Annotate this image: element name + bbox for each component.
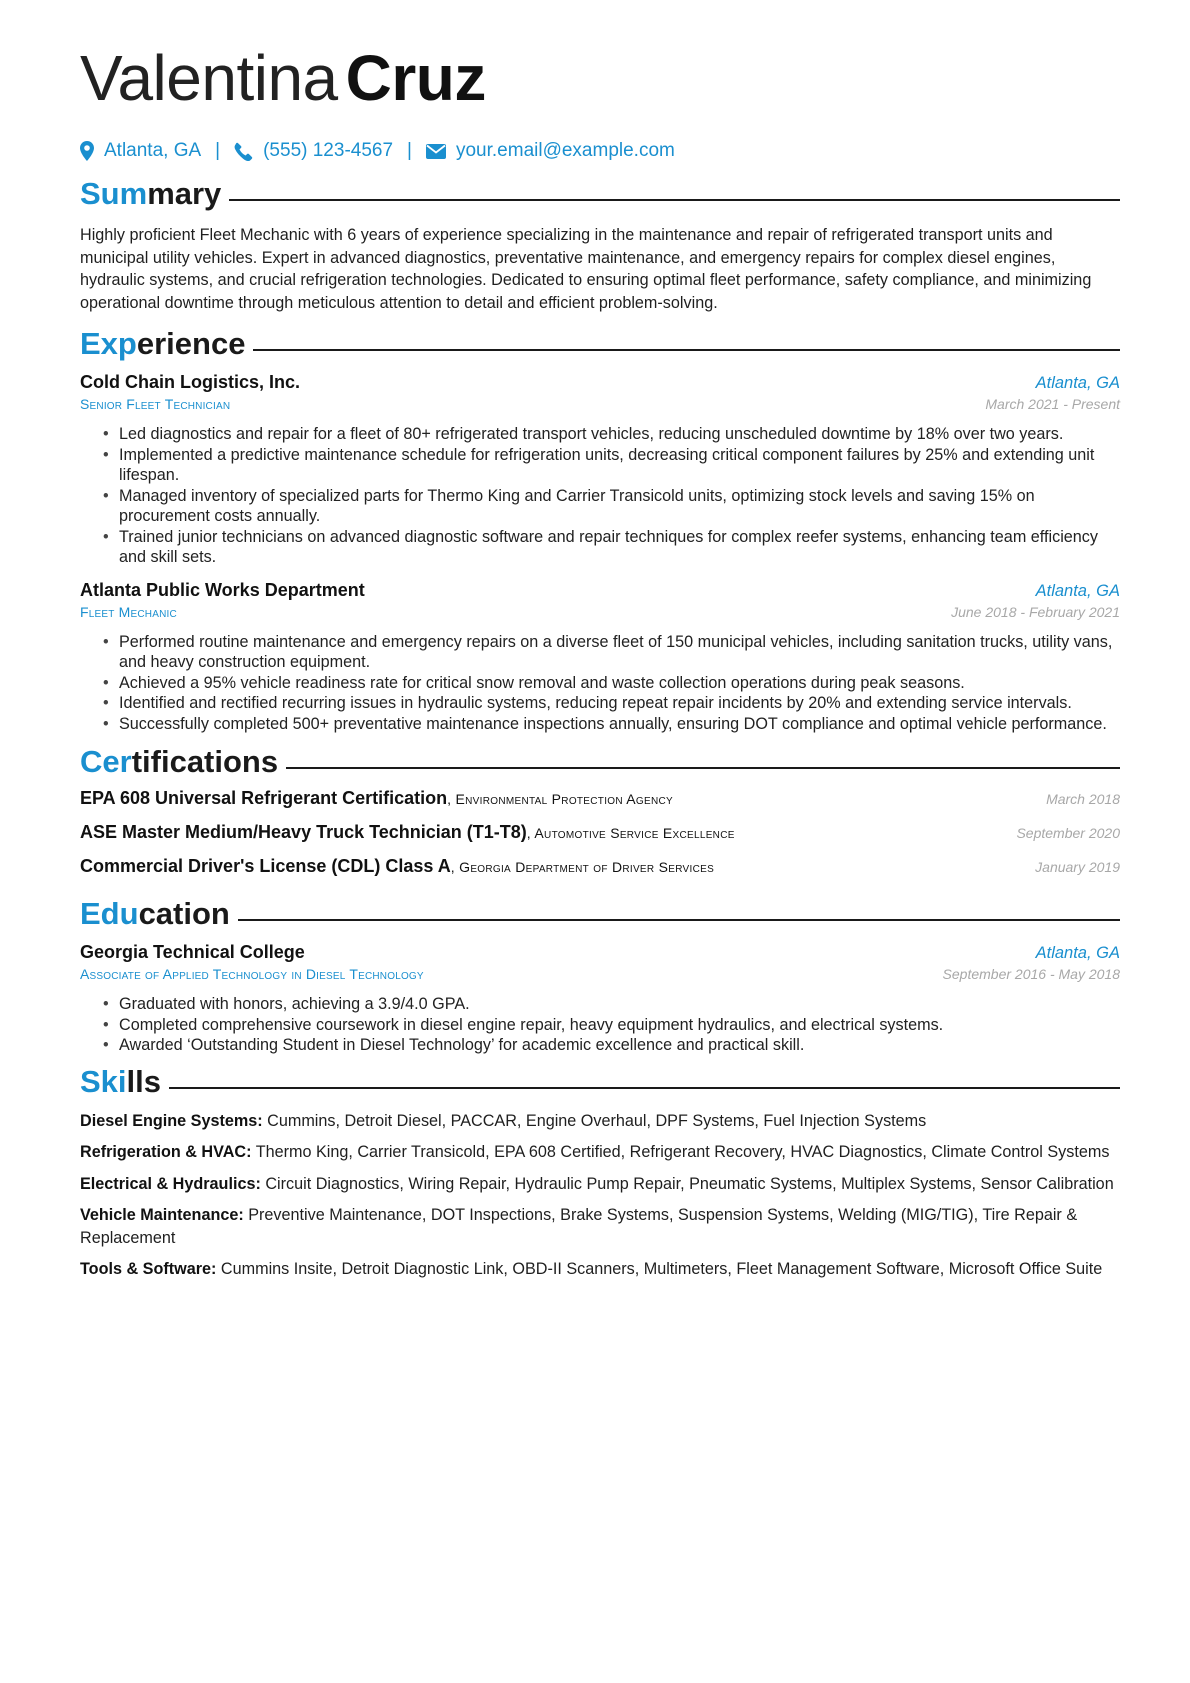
list-item: • Managed inventory of specialized parts for Thermo King and Carrier Transicold units, optimizing stock levels and saving 15% on procurement costs annually.	[80, 486, 1120, 527]
list-item: • Successfully completed 500+ preventative maintenance inspections annually, ensuring DOT compliance and optimal vehicle performance.	[80, 714, 1120, 735]
education-heading	[80, 894, 1120, 934]
contact-separator: |	[407, 140, 412, 161]
certification-issuer: Automotive Service Excellence	[534, 825, 735, 841]
certification-item: Commercial Driver's License (CDL) Class A, Georgia Department of Driver Services January 2019	[80, 856, 1120, 876]
last-name: Cruz	[345, 42, 486, 114]
heading-accent: Sum	[80, 176, 148, 211]
first-name: Valentina	[80, 42, 338, 114]
degree-title: Associate of Applied Technology in Diesel Technology	[80, 966, 424, 982]
job-bullets	[80, 424, 1120, 568]
list-item: • Completed comprehensive coursework in diesel engine repair, heavy equipment hydraulics, and electrical systems.	[80, 1015, 1120, 1036]
skill-row	[80, 1258, 1120, 1281]
skill-row	[80, 1141, 1120, 1164]
summary-heading	[80, 174, 1120, 214]
email-link[interactable]: your.email@example.com	[455, 140, 675, 161]
list-item: • Achieved a 95% vehicle readiness rate for critical snow removal and waste collection operations during peak seasons.	[80, 673, 1120, 694]
candidate-name	[80, 40, 1120, 116]
list-item: • Identified and rectified recurring issues in hydraulic systems, reducing repeat repair incidents by 20% and extending service intervals.	[80, 693, 1120, 714]
contact-separator: |	[215, 140, 221, 161]
job-entry	[80, 580, 1120, 735]
skill-label: Diesel Engine Systems:	[80, 1111, 263, 1130]
skill-values: Circuit Diagnostics, Wiring Repair, Hydraulic Pump Repair, Pneumatic Systems, Multiplex Systems, Sensor Calibration	[265, 1174, 1114, 1193]
education-entry	[80, 942, 1120, 1056]
heading-rest: erience	[136, 326, 246, 361]
skill-label: Electrical & Hydraulics:	[80, 1174, 261, 1193]
list-item: • Graduated with honors, achieving a 3.9/4.0 GPA.	[80, 994, 1120, 1015]
skill-row	[80, 1204, 1120, 1249]
heading-rest: mary	[147, 176, 222, 211]
heading-rest: cation	[138, 896, 230, 931]
job-title: Senior Fleet Technician	[80, 396, 231, 412]
list-item: • Implemented a predictive maintenance schedule for refrigeration units, decreasing critical component failures by 25% and extending unit lifespan.	[80, 445, 1120, 486]
job-title: Fleet Mechanic	[80, 603, 177, 620]
skills-list	[80, 1110, 1120, 1281]
contact-location	[80, 140, 201, 162]
certification-date: March 2018	[1046, 791, 1120, 807]
heading-rule	[238, 919, 1120, 921]
heading-rest: lls	[126, 1063, 161, 1099]
phone-icon	[234, 142, 253, 161]
job-location: Atlanta, GA	[1035, 581, 1120, 600]
skill-label: Vehicle Maintenance:	[80, 1206, 244, 1224]
company-name: Atlanta Public Works Department	[80, 579, 365, 600]
list-item: • Awarded ‘Outstanding Student in Diesel Technology’ for academic excellence and practical skill.	[80, 1035, 1120, 1056]
skill-values: Thermo King, Carrier Transicold, EPA 608 Certified, Refrigerant Recovery, HVAC Diagnostics, Climate Control Systems	[255, 1143, 1110, 1161]
skill-row	[80, 1110, 1120, 1133]
certification-date: September 2020	[1016, 825, 1120, 841]
list-item: • Trained junior technicians on advanced diagnostic software and repair techniques for complex reefer systems, enhancing team efficiency and skill sets.	[80, 527, 1120, 568]
summary-text: Highly proficient Fleet Mechanic with 6 years of experience specializing in the maintenance and repair of refrigerated transport units and municipal utility vehicles. Expert in advanced diagnostics, preventative maintenance, and emergency repairs for complex diesel engines, hydraulic systems, and crucial refrigeration technologies. Dedicated to ensuring optimal fleet performance, safety compliance, and minimizing operational downtime through meticulous attention to detail and efficient problem-solving.	[80, 226, 1092, 312]
heading-rest: tifications	[131, 744, 279, 779]
certifications-list	[80, 788, 1120, 890]
skill-row	[80, 1173, 1120, 1196]
job-dates: March 2021 - Present	[985, 396, 1120, 412]
heading-rule	[253, 349, 1120, 351]
location-text: Atlanta, GA	[104, 140, 202, 161]
education-dates: September 2016 - May 2018	[942, 966, 1120, 982]
job-dates: June 2018 - February 2021	[951, 603, 1120, 620]
school-location: Atlanta, GA	[1035, 944, 1120, 962]
job-entry	[80, 372, 1120, 568]
location-pin-icon	[80, 141, 94, 161]
certification-name: ASE Master Medium/Heavy Truck Technician (T1-T8)	[80, 822, 527, 842]
list-item: • Performed routine maintenance and emergency repairs on a diverse fleet of 150 municipal vehicles, including sanitation trucks, utility vans, and heavy construction equipment.	[80, 632, 1120, 673]
job-location: Atlanta, GA	[1035, 374, 1120, 392]
experience-heading	[80, 324, 1120, 364]
heading-rule	[229, 199, 1120, 201]
skills-heading	[80, 1062, 1120, 1102]
contact-line	[80, 136, 1120, 166]
heading-accent: Edu	[80, 896, 139, 931]
job-bullets	[80, 632, 1120, 735]
education-bullets	[80, 994, 1120, 1056]
heading-accent: Ski	[80, 1063, 127, 1099]
skill-label: Tools & Software:	[80, 1260, 217, 1278]
heading-accent: Exp	[80, 326, 137, 361]
certification-item: ASE Master Medium/Heavy Truck Technician (T1-T8), Automotive Service Excellence September 2020	[80, 822, 1120, 842]
resume-content	[80, 40, 1120, 1290]
envelope-icon	[426, 144, 446, 159]
skill-values: Cummins Insite, Detroit Diagnostic Link, OBD-II Scanners, Multimeters, Fleet Management Software, Microsoft Office Suite	[220, 1260, 1103, 1278]
list-item: • Led diagnostics and repair for a fleet of 80+ refrigerated transport vehicles, reducing unscheduled downtime by 18% over two years.	[80, 424, 1120, 445]
certification-item: EPA 608 Universal Refrigerant Certification, Environmental Protection Agency March 2018	[80, 788, 1120, 808]
certifications-heading	[80, 742, 1120, 782]
contact-email[interactable]	[426, 140, 675, 162]
skill-values: Preventive Maintenance, DOT Inspections, Brake Systems, Suspension Systems, Welding (MIG/TIG), Tire Repair & Replacement	[80, 1206, 1078, 1247]
certification-issuer: Georgia Department of Driver Services	[459, 859, 715, 875]
heading-rule	[286, 767, 1120, 769]
company-name: Cold Chain Logistics, Inc.	[80, 372, 301, 392]
heading-accent: Cer	[80, 744, 132, 779]
phone-text: (555) 123-4567	[263, 140, 394, 161]
contact-phone[interactable]	[234, 140, 393, 162]
skill-label: Refrigeration & HVAC:	[80, 1143, 252, 1161]
certification-issuer: Environmental Protection Agency	[455, 791, 673, 807]
school-name: Georgia Technical College	[80, 942, 305, 962]
certification-name: EPA 608 Universal Refrigerant Certification	[80, 788, 448, 808]
certification-date: January 2019	[1035, 859, 1120, 875]
certification-name: Commercial Driver's License (CDL) Class A	[80, 856, 451, 876]
skill-values: Cummins, Detroit Diesel, PACCAR, Engine Overhaul, DPF Systems, Fuel Injection Systems	[267, 1111, 927, 1130]
heading-rule	[169, 1087, 1120, 1089]
